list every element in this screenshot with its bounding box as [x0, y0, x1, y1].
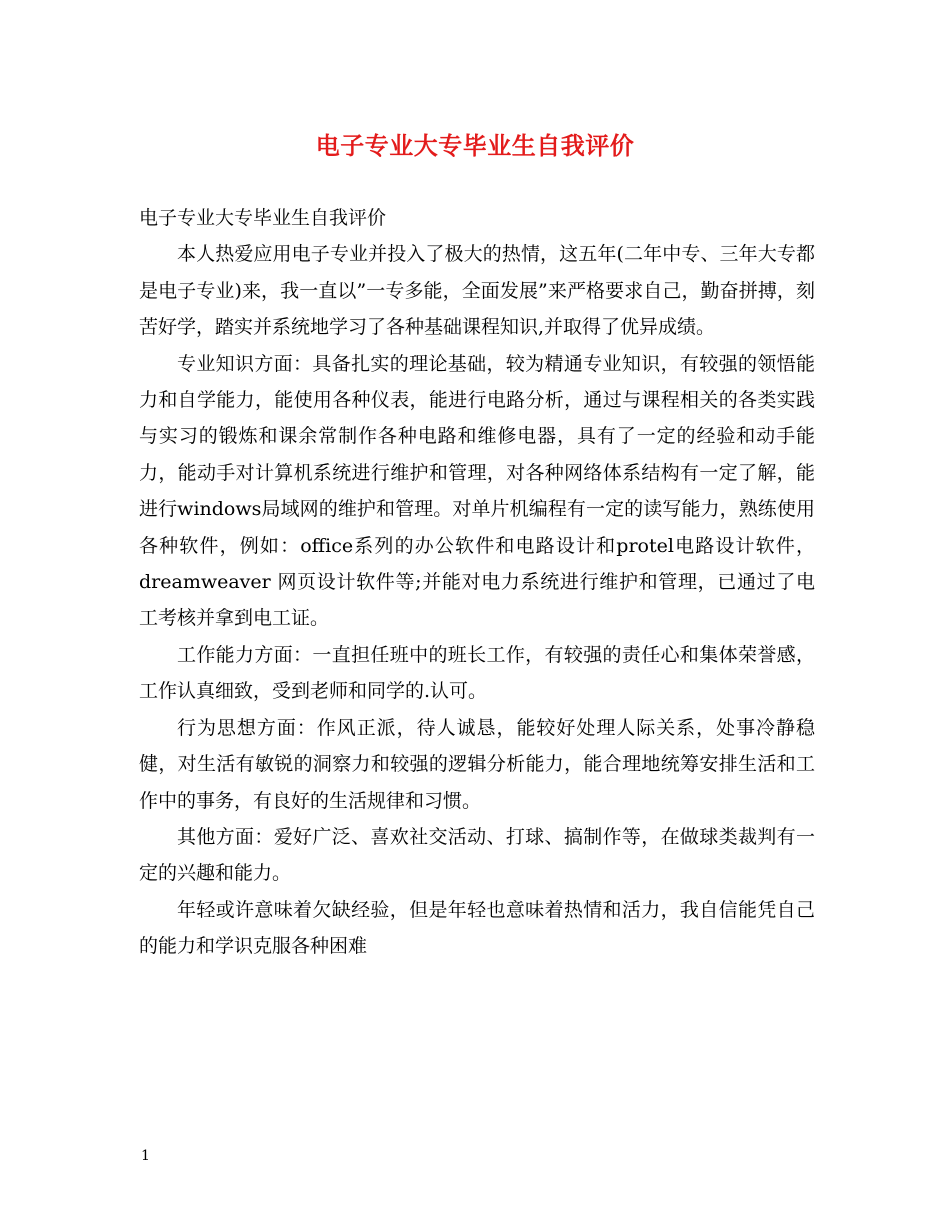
page-number: 1: [141, 1148, 150, 1164]
paragraph-other-aspects: 其他方面：爱好广泛、喜欢社交活动、打球、搞制作等，在做球类裁判有一定的兴趣和能力。: [139, 825, 815, 885]
document-title: 电子专业大专毕业生自我评价: [315, 131, 635, 160]
paragraph-closing: 年轻或许意味着欠缺经验，但是年轻也意味着热情和活力，我自信能凭自己的能力和学识克服各种困难: [139, 898, 815, 958]
paragraph-work-ability: 工作能力方面：一直担任班中的班长工作，有较强的责任心和集体荣誉感，工作认真细致，受到老师和同学的.认可。: [139, 643, 815, 703]
subtitle-line: 电子专业大专毕业生自我评价: [139, 207, 387, 229]
paragraph-professional-knowledge: 专业知识方面：具备扎实的理论基础，较为精通专业知识，有较强的领悟能力和自学能力，能使用各种仪表，能进行电路分析，通过与课程相关的各类实践与实习的锻炼和课余常制作各种电路和维修电器，具有了一定的经验和动手能力，能动手对计算机系统进行维护和管理，对各种网络体系结构有一定了解，能进行windows局域网的维护和管理。对单片机编程有一定的读写能力，熟练使用各种软件，例如：office系列的办公软件和电路设计和protel电路设计软件，dreamweaver 网页设计软件等;并能对电力系统进行维护和管理，已通过了电工考核并拿到电工证。: [139, 352, 815, 630]
paragraph-intro: 本人热爱应用电子专业并投入了极大的热情，这五年(二年中专、三年大专都是电子专业)来，我一直以”一专多能，全面发展”来严格要求自己，勤奋拼搏，刻苦好学，踏实并系统地学习了各种基础课程知识,并取得了优异成绩。: [139, 243, 815, 339]
document-body: [139, 200, 815, 965]
paragraph-conduct-thinking: 行为思想方面：作风正派，待人诚恳，能较好处理人际关系，处事冷静稳健，对生活有敏锐的洞察力和较强的逻辑分析能力，能合理地统筹安排生活和工作中的事务，有良好的生活规律和习惯。: [139, 716, 815, 812]
